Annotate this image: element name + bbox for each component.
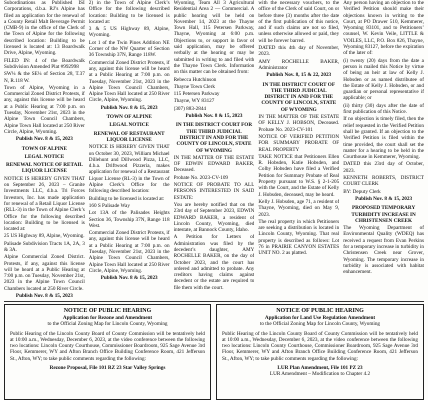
- notice-paragraph: Palisade Subdivision Tracts 1A, 2A, 3 & 3A.: [4, 240, 85, 253]
- notice-paragraph: IN THE MATTER OF THE ESTATE OF KELLY J. HOBSON, Deceased. Probate No. 2023-CV-101: [258, 114, 340, 133]
- notice-paragraph: 25 US Highway 89, Alpine, Wyoming.: [4, 233, 85, 240]
- hearing-subtitle: Application for Land Use Regulation Amendment: [264, 315, 376, 321]
- notice-paragraph: NOTICE OF VERIFIED PETITION FOR SUMMARY PROBATE OF REAL PROPERTY: [258, 133, 340, 153]
- notice-paragraph: The Wyoming Department of Environmental Quality (WDEQ) has received a request from Evan Perkins for a temporary increase in turbidity in Christensen Creek near Grover, Wyoming. The temporary increase in turbidity is associated with habitat enhancement.: [343, 225, 424, 276]
- hearing-title: NOTICE OF PUBLIC HEARING: [276, 308, 364, 314]
- notice-paragraph: (ii) thirty (30) days after the date of first publication of this Notice.: [343, 102, 424, 116]
- publish-dates: Publish Nov. 8 & 15, 2023: [100, 104, 158, 111]
- notice-paragraph: BY: Deputy Clerk: [343, 188, 381, 195]
- notice-heading: IN THE DISTRICT COURT FOR THE THIRD JUDICIAL DISTRICT IN AND FOR THE COUNTY OF LINCOLN, STATE OF WYOMING: [175, 122, 253, 154]
- hearing-footer-2: LUR Amendment – Modification to Chapter 4.2: [269, 371, 371, 378]
- notice-paragraph: SW¼ & the SE¼ of Section 28, T.37 N, R.118 W.: [4, 71, 85, 84]
- notice-paragraph: DATED this 23rd day of October, 2023.: [343, 161, 424, 174]
- notice-paragraph: Probate No. 2023-CV-109: [173, 174, 229, 181]
- notice-paragraph: NOTICE OF PROBATE TO ALL PERSONS INTERESTED IN SAID ESTATE:: [173, 182, 255, 201]
- hearing-subtitle-2: to the Official Zoning Map for Lincoln County, Wyoming: [47, 321, 168, 328]
- notice-paragraph: Commercial Zoned District Protests, if any, against this license will be heard at a Public Hearing at 7:00 p.m. on Tuesday, November 21st, 2023 in the Alpine Town Council Chambers, Alpine Town Hall located at 250 River Circle, Alpine, Wyoming.: [88, 59, 170, 104]
- notice-paragraph: You are hereby notified that on the 23rd day of September 2023, EDWIN EDWARD BAKER, a resident of Lincoln County, Wyoming, died intestate, at Bannock County, Idaho.: [173, 201, 255, 234]
- hearing-body: Public Hearing of the Lincoln County Board of County Commission will be tentatively held at 10:00 a.m., Wednesday, December 6, 2023, at the video conference between the following two locations: Lincoln County Courthouse, Commissioner Boardroom, 925 Sage Avenue 3rd Floor, Kemmerer, WY and Afton Branch Office Building Conference Room, 421 Jefferson St., Afton, WY; to take public comments regarding the following:: [10, 330, 205, 362]
- notice-column-5: [343, 0, 424, 300]
- publish-dates: Publish Nov. 8 & 15, 2023: [15, 293, 73, 300]
- notice-paragraph: TAKE NOTICE that Petitioners Ellen R. Hobsden, Katie Hobsden, and Colby Hobsden have filed a Verified Petition for Summary Probate of Real Property pursuant to W.S. § 2-1-205 with the Court, and the Estate of Kelly J. Hobsden, deceased, may be heard.: [258, 153, 340, 198]
- notice-paragraph: Any person having an objection to the Verified Petition should make their objections known in writing to the Court, at PO Drawer 510, Kemmerer, Wyoming 83101, and to Petitioners’ counsel, W. Kevin Veile, LITTLE & VOILES, LLC, P.O. Box 826, Thayne, Wyoming 83127, before the expiration of the later of:: [343, 0, 424, 57]
- hearing-subtitle: Application for Rezone and Amendment: [62, 315, 153, 321]
- notice-paragraph: DATED this 4th day of November, 2023.: [258, 45, 340, 58]
- notice-paragraph: IN THE MATTER OF THE ESTATE OF EDWIN EDWARD BAKER, Deceased.: [173, 154, 255, 174]
- section-divider: [4, 301, 424, 302]
- hearing-body: Public Hearing of the Lincoln County Board of County Commission will be tentatively held at 10:00 a.m., Wednesday, December 6, 2023, at the video conference between the following two locations: Lincoln County Courthouse, Commissioner Boardroom, 925 Sage Avenue 3rd Floor, Kemmerer, WY and Afton Branch Office Building Conference Room, 421 Jefferson St., Afton, WY; to take public comments regarding the following:: [222, 330, 418, 362]
- notice-paragraph: Wyoming, Team All 3 Agricultural Residential Area 2 — Commercial. A public hearing will be held on November 14, 2023 at the Thayne Town Hall, 115 Petersen Parkway, Thayne, Wyoming at 6:00 p.m. Objections to, or support in favor of said application, may be offered verbally at the hearing or may be submitted in writing to and filed with the Thayne Town Clerk. Information on this matter can be obtained from:: [173, 0, 255, 76]
- notice-column-3: [174, 0, 255, 300]
- notice-heading: LEGAL NOTICE: [109, 122, 150, 129]
- notice-column-2: [89, 0, 170, 300]
- notice-heading: TOWN OF ALPINE: [106, 114, 152, 121]
- notice-heading: PROPOSED TEMPORARY TURBIDITY INCREASE IN CHRISTENSEN CREEK: [351, 205, 416, 224]
- notice-paragraph: The real property in which Petitioners are seeking a distribution is located in Lincoln County, Wyoming. That real property is described as follows: Lot 76 in PRAIRIE CANYON ESTATES UNIT NO. 2 as platted.: [258, 218, 340, 257]
- notice-paragraph: (i) twenty (20) days from the date a person is mailed this Notice by virtue of being an heir at law of Kelly J. Hobsden or as named distributee of the Estate of Kelly J. Hobsden, or and guardian or personal representative if applicable; or: [343, 57, 424, 102]
- publish-dates: Publish Nov. 8 & 15, 2023: [355, 195, 413, 202]
- notice-paragraph: Alpine Commercial Zoned District. Protests, if any, against this license will be heard at a Public Hearing at 7:00 p.m. on Tuesday, November 21st, 2023 in the Alpine Town Council Chambers located at 250 River Circle.: [4, 254, 85, 292]
- publish-dates: Publish Nov. 8 & 15, 2023: [185, 113, 243, 120]
- legal-notices-columns: [4, 0, 424, 300]
- notice-heading: IN THE DISTRICT COURT OF THE THIRD JUDICIAL DISTRICT IN AND FOR THE COUNTY OF LINCOLN, STATE OF WYOMING: [261, 81, 337, 113]
- notice-heading: LEGAL NOTICE: [24, 153, 65, 160]
- notice-paragraph: 2) in the Town of Alpine Clerk’s Office for the following described location: Building to be licensed is located at:: [88, 0, 170, 25]
- notice-paragraph: Subordinations as Published ISI Corporations, d.b.a. RJ’s Alpine has filed an application for the renewal of a County Retail Malt Beverage Permit (CMB-9) in the office of the Clerk of the Town of Alpine for the following described location: Building to be licensed is located at: 13 Boardwalk Drive, Alpine, Wyoming.: [4, 0, 85, 57]
- hearing-footer: LUR Plan Amendment, File 101 PZ 23: [277, 365, 363, 372]
- hearing-subtitle-2: to the Official Zoning Map for Lincoln County, Wyoming: [259, 321, 381, 328]
- notice-paragraph: KENNETH ROBERTS, DISTRICT COURT CLERK: [343, 175, 424, 188]
- public-hearing-rezone-notice: [4, 304, 211, 400]
- publish-dates: Publish Nov. 8, 15 & 22, 2023: [266, 72, 332, 79]
- notice-paragraph: Thayne, WY 83127: [173, 98, 215, 105]
- notice-heading: RENEWAL OF RESTAURANT LIQUOR LICENSE: [93, 130, 165, 143]
- hearing-footer: Rezone Proposal, File 101 RZ 23 Star Valley Springs: [49, 365, 166, 372]
- public-hearing-lur-notice: [216, 304, 424, 400]
- notice-paragraph: Commercial Zoned District Protests, if any, against this license will be heard at a Public Hearing at 7:00 p.m. on Tuesday, November 21st, 2023 in the Alpine Town Council Chambers, Alpine Town Hall located at 250 River Circle, Alpine, Wyoming.: [88, 230, 170, 274]
- notice-heading: TOWN OF ALPINE: [21, 145, 68, 152]
- publish-dates: Publish Nov. 8 & 15, 2023: [100, 275, 158, 282]
- publish-dates: Publish Nov. 8 & 15, 2023: [15, 136, 73, 143]
- notice-paragraph: Thayne Town Clerk: [173, 83, 215, 90]
- notice-paragraph: 3 & 5 US Highway 89, Alpine, Wyoming.: [88, 26, 170, 39]
- notice-paragraph: Rebecca Hutchinson: [173, 76, 217, 83]
- notice-paragraph: Town of Alpine, Wyoming in a Commercial Zoned District Protests, if any, against this license will be heard at a Public Hearing at 7:00 p.m. on Tuesday, November 21st, 2023 in the Alpine Town Council Chambers, Alpine Town Hall located at 250 River Circle, Alpine, Wyoming.: [4, 84, 85, 135]
- notice-paragraph: A Petition for Letters of Administration was filed by the decedent’s daughter, AMY ROCHELLE BAKER, on the day of October 2023, and the court has ordered and admitted to probate. Any creditors having claims against decedent or the estate are required to file them with the court.: [173, 234, 255, 291]
- notice-paragraph: AMY ROCHELLE BAKER, Administrator: [258, 58, 340, 71]
- notice-paragraph: NOTICE IS HEREBY GIVEN THAT on October 30, 2023, William Michael Dillehunt and Dillwood Pizza, LLC, d.b.a. Driftwood Pizzeria, makes application for renewal of a Restaurant Liquor License (RL-3) in the Town of Alpine Clerk’s Office for the following described location:: [88, 144, 170, 195]
- notice-column-4: [258, 0, 339, 300]
- notice-column-1: [4, 0, 85, 300]
- notice-paragraph: (307) 883-2844: [173, 105, 207, 112]
- notice-paragraph: FILED IN: 4 of the Boardwalk Subdivision Amended Plat #992998: [4, 57, 85, 70]
- hearing-title: NOTICE OF PUBLIC HEARING: [63, 308, 152, 314]
- notice-paragraph: Lot 1 of the Twin Pines Addition NE Corner of the NW Quarter of Section 36 Township 37N, Range 118W.: [88, 39, 170, 59]
- notice-heading: RENEWAL NOTICE OF RETAIL LIQUOR LICENSE: [5, 162, 83, 175]
- notice-paragraph: Lot 13A of the Palisades Heights Section 36, Township 37N, Range 118 West.: [88, 210, 170, 229]
- notice-paragraph: with the necessary vouchers, to the office of the Clerk of said Court, on or before three (3) months after the date of the first publication of this notice, and if such claims are not so filed, unless otherwise allowed or paid, they will be forever barred.: [258, 0, 340, 44]
- notice-paragraph: Building to be licensed is located at:: [88, 195, 165, 202]
- notice-paragraph: Kelly J. Hobsden, age 71, a resident of Thayne, Wyoming, died on May 9, 2023.: [258, 198, 340, 218]
- notice-paragraph: If no objection is timely filed, then the relief requested in the Verified Petition shall be granted. If an objection to the Verified Petition is filed within the time provided, the court shall set the matter for a hearing to be held in the Courthouse in Kemmerer, Wyoming.: [343, 116, 424, 161]
- notice-paragraph: 115 Petersen Parkway: [173, 91, 220, 98]
- notice-paragraph: NOTICE IS HEREBY GIVEN THAT on September 26, 2023 – Granite Investments LLC, d.b.a. Tri Forces Investors, Inc. has made application for renewal of a Retail Liquor License (RLL-3) in the Town of Alpine Clerk’s Office for the following described location: Building to be licensed is located at:: [4, 175, 85, 233]
- notice-paragraph: 160 S Palisade Way: [88, 202, 130, 209]
